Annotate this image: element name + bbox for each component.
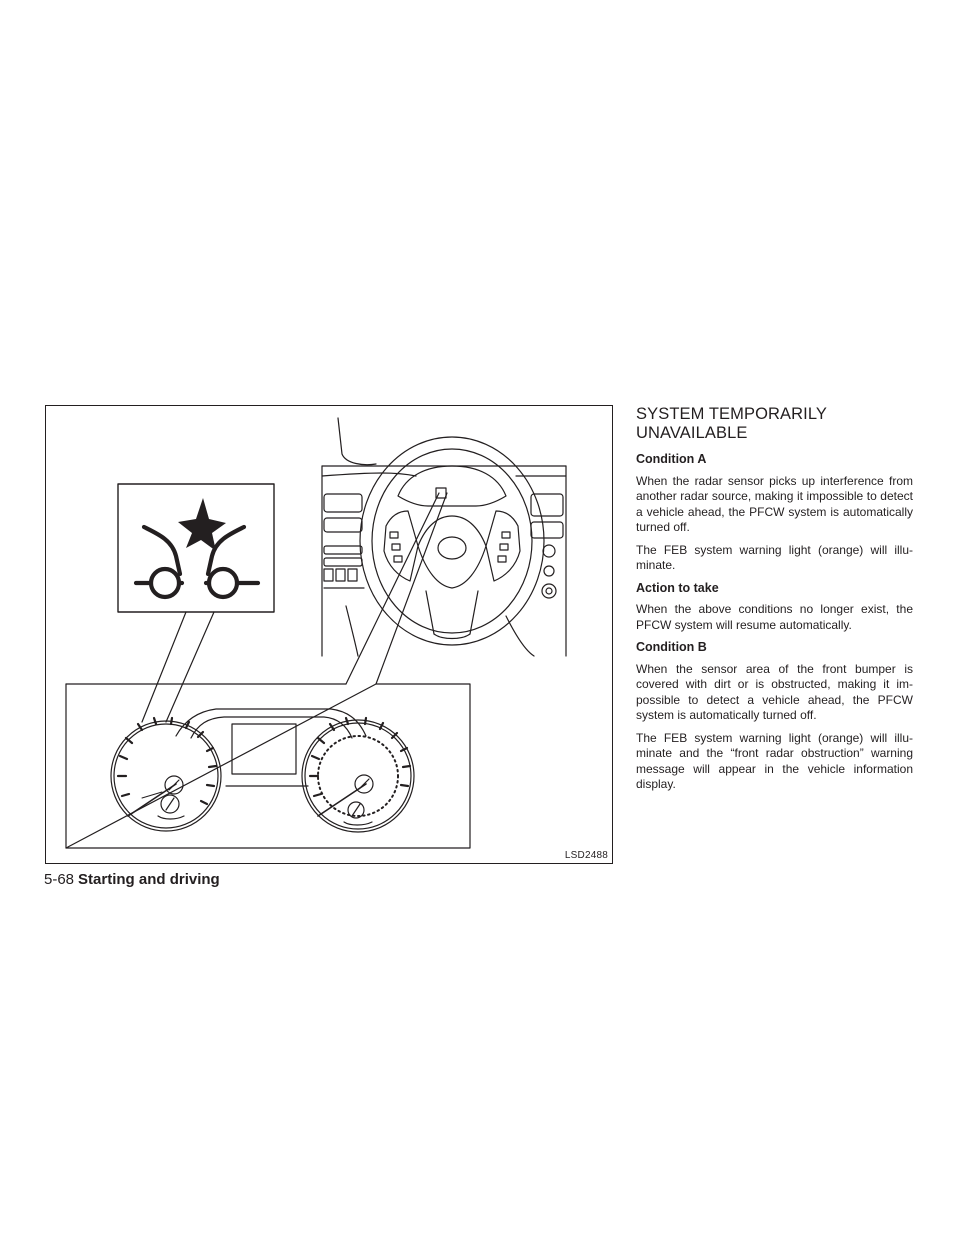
- action-paragraph: When the above conditions no longer exist, the PFCW system will resume automatically.: [636, 602, 913, 632]
- instrument-cluster-callout: [66, 684, 470, 848]
- page-footer: [44, 871, 220, 889]
- condition-b-paragraph-1: When the sensor area of the front bumper is covered with dirt or is obstructed, making it im-possible to detect a vehicle ahead, the PFCW system is automatically turned off.: [636, 661, 913, 722]
- steering-wheel: [360, 437, 544, 645]
- condition-a-paragraph-1: When the radar sensor picks up interference from another radar source, making it impossible to detect a vehicle ahead, the PFCW system is automatically turned off.: [636, 473, 913, 534]
- section-title-line1: SYSTEM TEMPORARILY: [636, 405, 827, 423]
- text-column: [636, 405, 913, 800]
- action-heading: Action to take: [636, 580, 719, 595]
- illustration-figure: [45, 405, 613, 864]
- page-number: 5-68: [44, 871, 75, 888]
- warning-light-callout: [118, 484, 274, 612]
- figure-code: LSD2488: [564, 850, 608, 861]
- footer-section-name: Starting and driving: [78, 871, 220, 888]
- condition-b-paragraph-2: The FEB system warning light (orange) will illu-minate and the “front radar obstruction” warning message will appear in the vehicle information display.: [636, 730, 913, 791]
- section-title-line2: UNAVAILABLE: [636, 424, 748, 442]
- dashboard-outline: [322, 418, 566, 656]
- dashboard-illustration: [46, 406, 612, 863]
- condition-a-paragraph-2: The FEB system warning light (orange) will illu-minate.: [636, 542, 913, 572]
- condition-a-heading: Condition A: [636, 452, 707, 466]
- condition-b-heading: Condition B: [636, 640, 707, 654]
- section-title: [636, 405, 913, 443]
